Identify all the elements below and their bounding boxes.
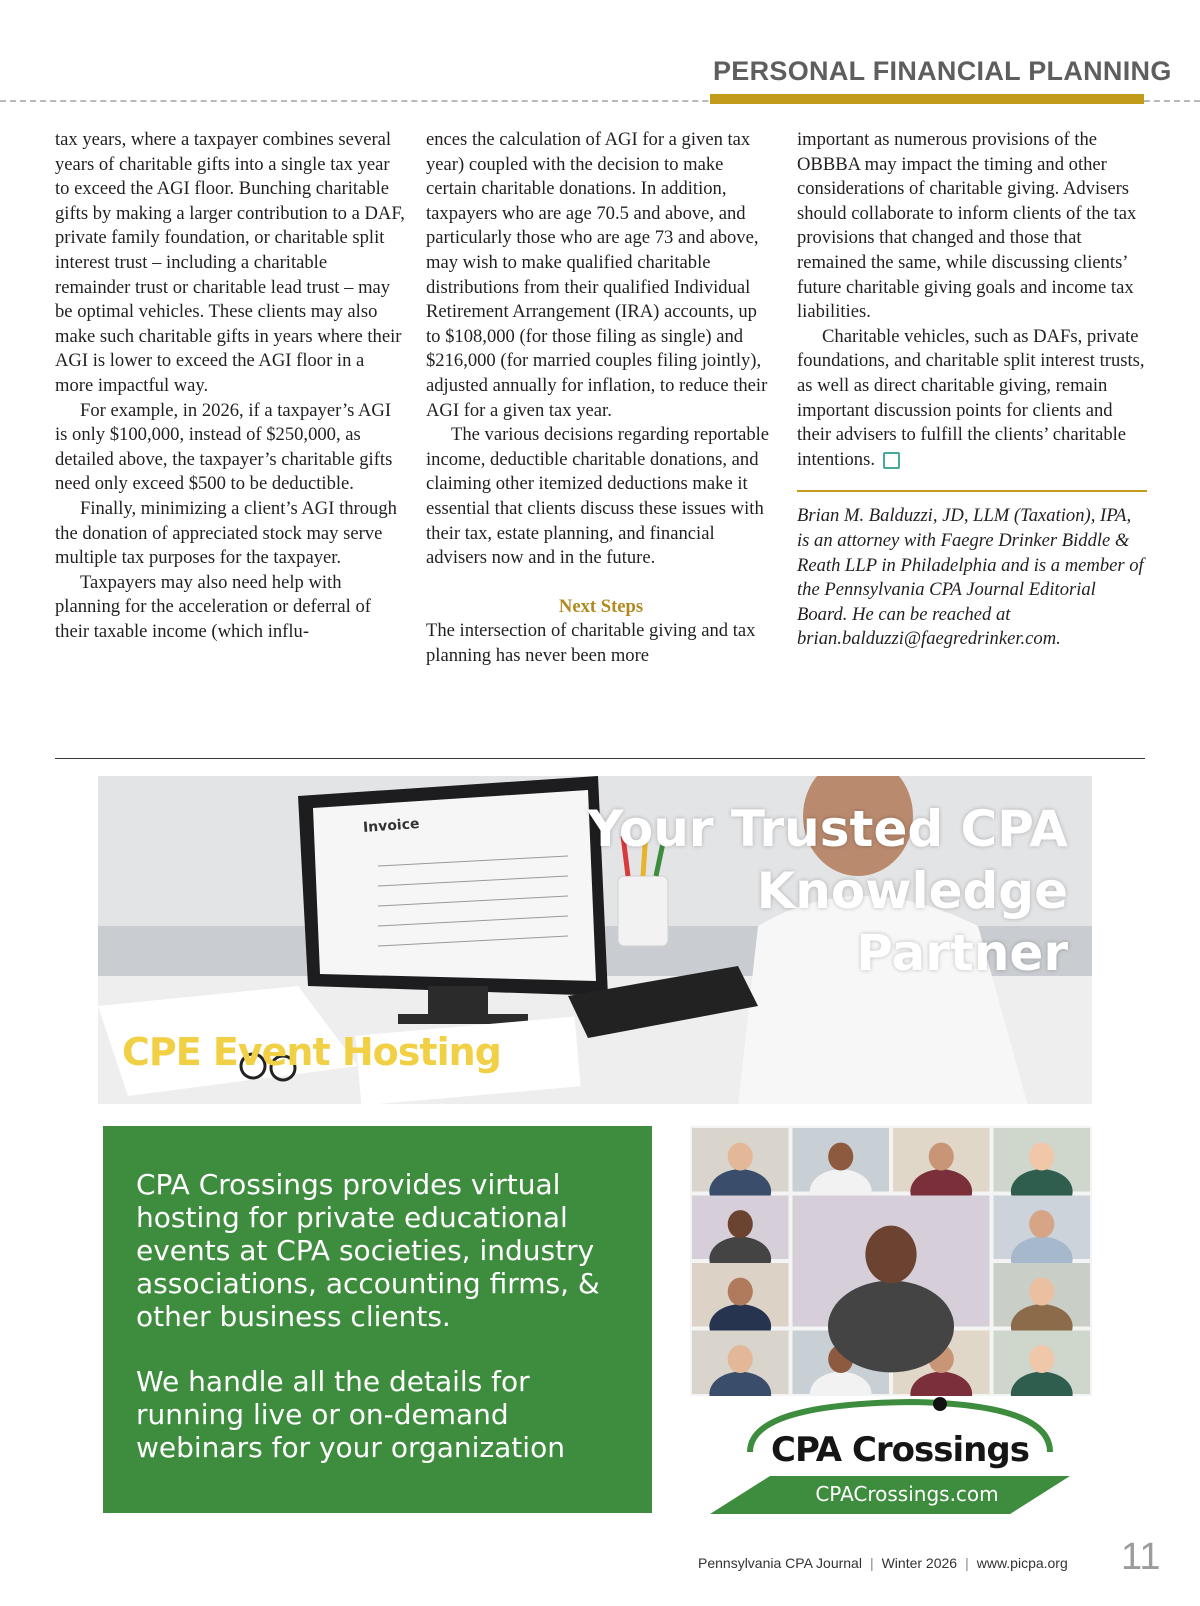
- article-column-3: [797, 128, 1147, 652]
- ad-banner[interactable]: [98, 776, 1092, 1104]
- paragraph: The various decisions regarding reportable income, deductible charitable donations, and claiming other itemized deductions make it essential that clients discuss these issues with their tax, estate planning, and financial advisers now and in the future.: [426, 424, 770, 569]
- author-bio-divider: [797, 490, 1147, 492]
- paragraph: The intersection of charitable giving and tax planning has never been more: [426, 620, 756, 666]
- journal-name: Pennsylvania CPA Journal: [698, 1555, 862, 1571]
- participant-face: [828, 1143, 853, 1171]
- participant-face: [1029, 1210, 1054, 1238]
- issue-date: Winter 2026: [881, 1555, 958, 1571]
- participant-face: [728, 1210, 753, 1238]
- page-number: 11: [1121, 1536, 1161, 1578]
- invoice-label: Invoice: [362, 816, 421, 836]
- paragraph: ences the calculation of AGI for a given tax year) coupled with the decision to make certain charitable donations. In addition, taxpayers who are age 70.5 and above, and particularly those who are age 73 and above, may wish to make qualified charitable distributions from their qualified Individual Retirement Arrangement (IRA) accounts, up to $108,000 (for those filing as single) and $216,000 (for married couples filing jointly), adjusted annually for inflation, to reduce their AGI for a given tax year.: [426, 129, 768, 421]
- article-column-2: [426, 128, 776, 668]
- ad-tagline: CPE Event Hosting: [122, 1030, 501, 1074]
- participant-face: [728, 1143, 753, 1171]
- participant-face: [728, 1278, 753, 1306]
- participants-grid-image: [690, 1126, 1092, 1396]
- ad-paragraph: CPA Crossings provides virtual hosting for private educational events at CPA societies, industry associations, accounting firms, & other business clients.: [136, 1168, 600, 1333]
- participant-face: [1029, 1278, 1054, 1306]
- ad-paragraph: We handle all the details for running live or on-demand webinars for your organization: [136, 1365, 565, 1464]
- participant-face: [929, 1143, 954, 1171]
- ad-description-box: [103, 1126, 652, 1513]
- headline-line: Partner: [856, 924, 1068, 982]
- participant-body: [828, 1281, 954, 1373]
- next-steps-heading: Next Steps: [558, 595, 644, 617]
- participant-face: [865, 1226, 916, 1284]
- participant-face: [1029, 1143, 1054, 1171]
- paragraph: important as numerous provisions of the OBBBA may impact the timing and other considerations of charitable giving. Advisers should collaborate to inform clients of the tax provisions that changed and those that remained the same, while discussing clients’ future charitable giving goals and income tax liabilities.: [797, 129, 1137, 323]
- website-link[interactable]: www.picpa.org: [976, 1555, 1068, 1571]
- footer-separator: |: [965, 1555, 969, 1571]
- paragraph: tax years, where a taxpayer combines several years of charitable gifts into a single tax year to exceed the AGI floor. Bunching charitable gifts by making a larger contribution to a DAF, private family foundation, or charitable split interest trust – including a charitable remainder trust or charitable lead trust – may be optimal vehicles. These clients may also make such charitable gifts in years where their AGI is lower to exceed the AGI floor in a more impactful way.: [55, 129, 405, 396]
- article-column-1: [55, 128, 405, 644]
- section-title-underline: [710, 94, 1144, 104]
- video-conference-grid: [690, 1126, 1092, 1396]
- paragraph: Finally, minimizing a client’s AGI through the donation of appreciated stock may serve multiple tax purposes for the taxpayer.: [55, 497, 397, 569]
- article-end-icon: [883, 452, 900, 469]
- participant-face: [1029, 1345, 1054, 1373]
- paragraph: Taxpayers may also need help with planning for the acceleration or deferral of their taxable income (which influ-: [55, 571, 371, 642]
- paragraph-text: Charitable vehicles, such as DAFs, private foundations, and charitable split interest trusts, as well as direct charitable giving, remain important discussion points for clients and their advisers to fulfill the clients’ charitable intentions.: [797, 325, 1145, 470]
- participant-face: [728, 1345, 753, 1373]
- headline-line: Knowledge: [756, 862, 1068, 920]
- logo-url[interactable]: CPACrossings.com: [815, 1482, 999, 1506]
- headline-line: Your Trusted CPA: [587, 800, 1068, 858]
- logo-wordmark: CPA Crossings: [771, 1430, 1029, 1470]
- cpa-crossings-logo[interactable]: [710, 1394, 1090, 1514]
- author-bio: Brian M. Balduzzi, JD, LLM (Taxation), IPA, is an attorney with Faegre Drinker Biddle & Reath LLP in Philadelphia and is a member of the Pennsylvania CPA Journal Editorial Board. He can be reached at brian.balduzzi@faegredrinker.com.: [797, 505, 1144, 650]
- footer-separator: |: [869, 1555, 874, 1571]
- ad-headline: [508, 798, 1068, 984]
- page-footer: [698, 1555, 1098, 1571]
- article-ad-divider: [55, 758, 1145, 759]
- paragraph-with-end-mark: [797, 325, 1147, 473]
- paragraph: For example, in 2026, if a taxpayer’s AGI is only $100,000, instead of $250,000, as detailed above, the taxpayer’s charitable gifts need only exceed $500 to be deductible.: [55, 399, 393, 495]
- section-title: PERSONAL FINANCIAL PLANNING: [713, 56, 1172, 86]
